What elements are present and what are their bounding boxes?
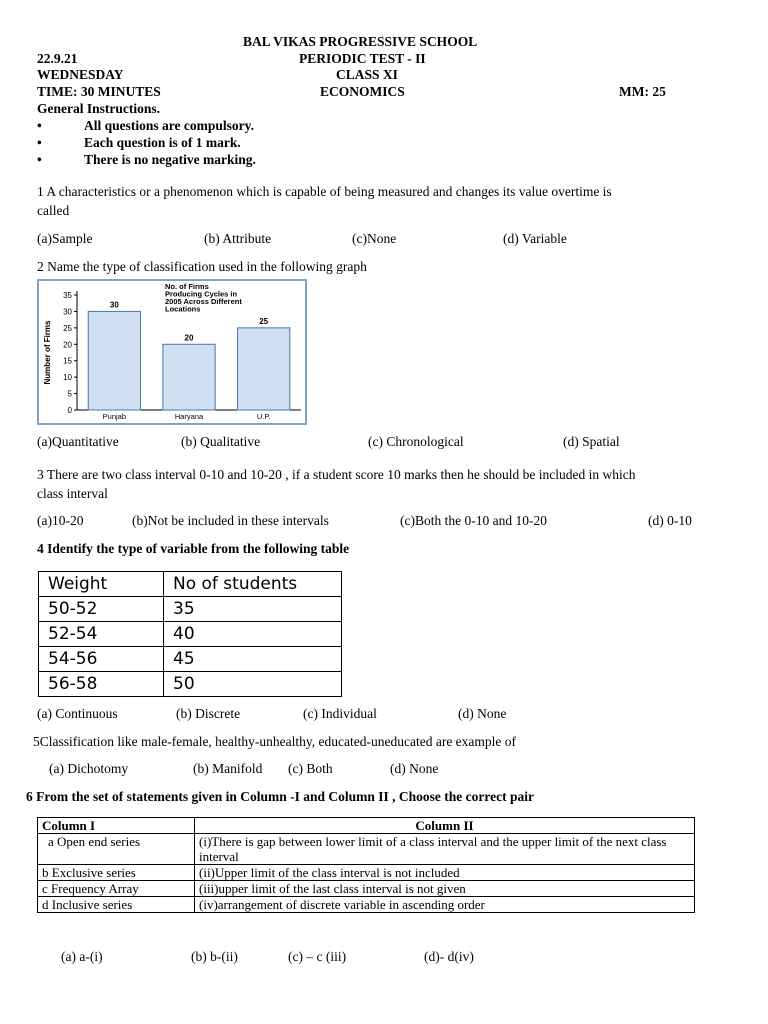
table-cell: 45 bbox=[164, 647, 342, 672]
q2-option-c[interactable]: (c) Chronological bbox=[368, 434, 464, 449]
table-cell: (ii)Upper limit of the class interval is not included bbox=[195, 865, 695, 881]
table-header-cell: Column I bbox=[38, 818, 195, 834]
q6-option-b[interactable]: (b) b-(ii) bbox=[191, 949, 238, 964]
q2-option-b[interactable]: (b) Qualitative bbox=[181, 434, 261, 449]
table-cell: (i)There is gap between lower limit of a class interval and the upper limit of the next class interval bbox=[195, 834, 695, 865]
q2-option-d[interactable]: (d) Spatial bbox=[563, 434, 620, 449]
table-row bbox=[38, 881, 695, 897]
y-tick-label: 30 bbox=[63, 307, 72, 317]
table-row bbox=[38, 865, 695, 881]
table-cell: 50-52 bbox=[39, 597, 164, 622]
table-header-cell: Column II bbox=[195, 818, 695, 834]
q4-option-a[interactable]: (a) Continuous bbox=[37, 706, 118, 721]
x-tick-label: U.P. bbox=[256, 412, 271, 421]
table-cell: 50 bbox=[164, 672, 342, 697]
q6-option-d[interactable]: (d)- d(iv) bbox=[424, 949, 474, 964]
time-limit: TIME: 30 MINUTES bbox=[37, 84, 161, 99]
q4-option-d[interactable]: (d) None bbox=[458, 706, 507, 721]
table-cell: 56-58 bbox=[39, 672, 164, 697]
table-cell: 54-56 bbox=[39, 647, 164, 672]
table-row bbox=[38, 834, 695, 865]
y-tick-label: 35 bbox=[63, 291, 72, 300]
table-cell: 35 bbox=[164, 597, 342, 622]
table-header-cell: Weight bbox=[39, 572, 164, 597]
instruction-item: There is no negative marking. bbox=[84, 152, 256, 167]
y-axis-label: Number of Firms bbox=[43, 320, 52, 385]
weight-table bbox=[38, 571, 342, 697]
y-tick-label: 10 bbox=[63, 373, 72, 383]
question-1-text: 1 A characteristics or a phenomenon which is capable of being measured and changes its value overtime is bbox=[37, 184, 612, 199]
y-tick-label: 25 bbox=[63, 323, 72, 333]
x-tick-label: Punjab bbox=[102, 412, 127, 421]
table-cell: (iv)arrangement of discrete variable in ascending order bbox=[195, 897, 695, 913]
bar-data-label: 20 bbox=[184, 333, 194, 343]
table-cell: 40 bbox=[164, 622, 342, 647]
bar-haryana bbox=[163, 344, 215, 410]
table-row bbox=[38, 897, 695, 913]
q3-option-d[interactable]: (d) 0-10 bbox=[648, 513, 692, 528]
table-cell: (iii)upper limit of the last class interval is not given bbox=[195, 881, 695, 897]
q1-option-b[interactable]: (b) Attribute bbox=[204, 231, 272, 246]
question-5-text: 5Classification like male-female, healthy-unhealthy, educated-uneducated are example of bbox=[33, 734, 517, 749]
test-title: PERIODIC TEST - II bbox=[299, 51, 426, 66]
table-cell: c Frequency Array bbox=[38, 881, 195, 897]
q6-option-c[interactable]: (c) – c (iii) bbox=[288, 949, 347, 964]
question-3-text: 3 There are two class interval 0-10 and 10-20 , if a student score 10 marks then he should be included in which bbox=[37, 467, 636, 482]
q1-option-c[interactable]: (c)None bbox=[352, 231, 397, 246]
column-match-table bbox=[37, 817, 695, 913]
test-date: 22.9.21 bbox=[37, 51, 78, 66]
q3-option-a[interactable]: (a)10-20 bbox=[37, 513, 84, 528]
q1-option-a[interactable]: (a)Sample bbox=[37, 231, 93, 246]
table-row bbox=[39, 622, 342, 647]
y-tick-label: 0 bbox=[67, 406, 72, 415]
bar-up bbox=[238, 328, 290, 410]
table-cell: 52-54 bbox=[39, 622, 164, 647]
class-name: CLASS XI bbox=[336, 67, 398, 82]
y-tick-label: 15 bbox=[63, 356, 72, 366]
chart-title-line: Producing Cycles in bbox=[165, 289, 238, 299]
instructions-title: General Instructions. bbox=[37, 101, 160, 116]
q1-option-d[interactable]: (d) Variable bbox=[503, 231, 567, 246]
table-header-row bbox=[39, 572, 342, 597]
table-header-cell: No of students bbox=[164, 572, 342, 597]
q5-option-d[interactable]: (d) None bbox=[390, 761, 439, 776]
q3-option-c[interactable]: (c)Both the 0-10 and 10-20 bbox=[400, 513, 547, 528]
y-tick-label: 20 bbox=[63, 340, 72, 350]
q5-option-a[interactable]: (a) Dichotomy bbox=[49, 761, 129, 776]
table-cell: b Exclusive series bbox=[38, 865, 195, 881]
question-6-text: 6 From the set of statements given in Column -I and Column II , Choose the correct pair bbox=[26, 789, 534, 804]
q4-option-c[interactable]: (c) Individual bbox=[303, 706, 377, 721]
subject: ECONOMICS bbox=[320, 84, 405, 99]
question-4-text: 4 Identify the type of variable from the following table bbox=[37, 541, 350, 556]
table-row bbox=[39, 597, 342, 622]
q4-option-b[interactable]: (b) Discrete bbox=[176, 706, 241, 721]
chart-title-line: Locations bbox=[165, 304, 201, 314]
max-marks: MM: 25 bbox=[619, 84, 666, 99]
bar-chart bbox=[37, 279, 307, 425]
question-1-text-cont: called bbox=[37, 203, 70, 218]
table-cell: a Open end series bbox=[38, 834, 195, 865]
q3-option-b[interactable]: (b)Not be included in these intervals bbox=[132, 513, 329, 528]
bullet: • bbox=[37, 152, 42, 167]
chart-title-line: No. of Firms bbox=[165, 282, 209, 291]
question-3-text-cont: class interval bbox=[37, 486, 108, 501]
q5-option-b[interactable]: (b) Manifold bbox=[193, 761, 263, 776]
bar-chart-svg bbox=[39, 281, 305, 423]
y-tick-label: 5 bbox=[67, 389, 72, 399]
bullet: • bbox=[37, 118, 42, 133]
instruction-item: All questions are compulsory. bbox=[84, 118, 255, 133]
q2-option-a[interactable]: (a)Quantitative bbox=[37, 434, 119, 449]
table-cell: d Inclusive series bbox=[38, 897, 195, 913]
school-name: BAL VIKAS PROGRESSIVE SCHOOL bbox=[243, 34, 478, 49]
x-tick-label: Haryana bbox=[174, 412, 204, 421]
chart-title-line: 2005 Across Different bbox=[165, 297, 242, 306]
table-header-row bbox=[38, 818, 695, 834]
bullet: • bbox=[37, 135, 42, 150]
test-day: WEDNESDAY bbox=[37, 67, 124, 82]
bar-punjab bbox=[88, 311, 140, 410]
bar-data-label: 25 bbox=[259, 316, 269, 326]
table-row bbox=[39, 647, 342, 672]
question-2-text: 2 Name the type of classification used in the following graph bbox=[37, 259, 367, 274]
q6-option-a[interactable]: (a) a-(i) bbox=[61, 949, 103, 964]
table-row bbox=[39, 672, 342, 697]
bar-data-label: 30 bbox=[109, 300, 119, 310]
instruction-item: Each question is of 1 mark. bbox=[84, 135, 241, 150]
q5-option-c[interactable]: (c) Both bbox=[288, 761, 333, 776]
